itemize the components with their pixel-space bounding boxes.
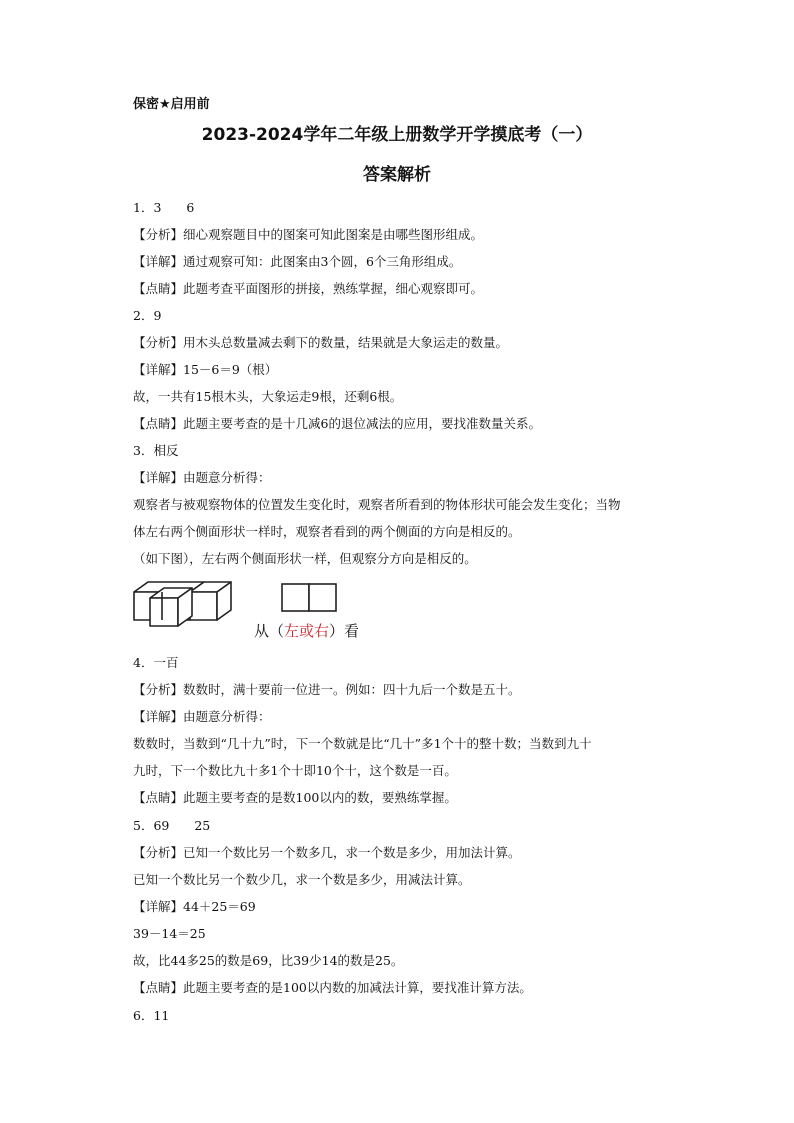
caption-suffix: ）看	[329, 622, 360, 640]
comment-5: 【点睛】此题主要考查的是100以内数的加减法计算，要找准计算方法。	[133, 980, 532, 995]
figure-caption	[254, 620, 359, 641]
analysis-5: 【分析】已知一个数比另一个数多几，求一个数是多少，用加法计算。	[133, 845, 521, 860]
detail-5-conclusion: 故，比44多25的数是69，比39少14的数是25。	[133, 953, 404, 968]
analysis-5-line-2: 已知一个数比另一个数少几，求一个数是多少，用减法计算。	[133, 872, 471, 887]
answer-6: 6．11	[133, 1008, 170, 1023]
comment-4: 【点睛】此题主要考查的是数100以内的数，要熟练掌握。	[133, 790, 457, 805]
detail-4: 【详解】由题意分析得：	[133, 709, 271, 724]
answer-3: 3．相反	[133, 443, 179, 458]
analysis-2: 【分析】用木头总数量减去剩下的数量，结果就是大象运走的数量。	[133, 335, 509, 350]
side-view-drawing	[282, 584, 336, 611]
cube-stack-drawing	[134, 582, 231, 626]
detail-4-line-2: 九时，下一个数比九十多1个十即10个十，这个数是一百。	[133, 763, 457, 778]
document-subtitle: 答案解析	[363, 165, 431, 185]
answer-2: 2．9	[133, 308, 162, 323]
answer-5: 5．69 25	[133, 818, 211, 833]
detail-5-line-2: 39－14＝25	[133, 926, 206, 941]
analysis-1: 【分析】细心观察题目中的图案可知此图案是由哪些图形组成。	[133, 227, 484, 242]
comment-2: 【点睛】此题主要考查的是十几减6的退位减法的应用，要找准数量关系。	[133, 416, 541, 431]
detail-2-conclusion: 故，一共有15根木头，大象运走9根，还剩6根。	[133, 389, 403, 404]
document-title: 2023-2024学年二年级上册数学开学摸底考（一）	[201, 125, 593, 145]
detail-5: 【详解】44＋25＝69	[133, 899, 256, 914]
analysis-4: 【分析】数数时，满十要前一位进一。例如：四十九后一个数是五十。	[133, 682, 521, 697]
confidential-label: 保密★启用前	[133, 97, 210, 112]
caption-answer: 左或右	[284, 622, 330, 640]
answer-1: 1．3 6	[133, 200, 195, 215]
detail-4-line-1: 数数时，当数到“几十九”时，下一个数就是比“几十”多1个十的整十数；当数到九十	[133, 736, 592, 751]
detail-1: 【详解】通过观察可知：此图案由3个圆，6个三角形组成。	[133, 254, 462, 269]
detail-3: 【详解】由题意分析得：	[133, 470, 271, 485]
caption-prefix: 从（	[254, 622, 285, 640]
detail-2: 【详解】15－6＝9（根）	[133, 362, 278, 377]
detail-3-line-3: （如下图），左右两个侧面形状一样，但观察分方向是相反的。	[133, 551, 477, 566]
detail-3-line-1: 观察者与被观察物体的位置发生变化时，观察者所看到的物体形状可能会发生变化；当物	[133, 497, 621, 512]
comment-1: 【点睛】此题考查平面图形的拼接，熟练掌握，细心观察即可。	[133, 281, 484, 296]
answer-4: 4．一百	[133, 655, 179, 670]
detail-3-line-2: 体左右两个侧面形状一样时，观察者看到的两个侧面的方向是相反的。	[133, 524, 521, 539]
